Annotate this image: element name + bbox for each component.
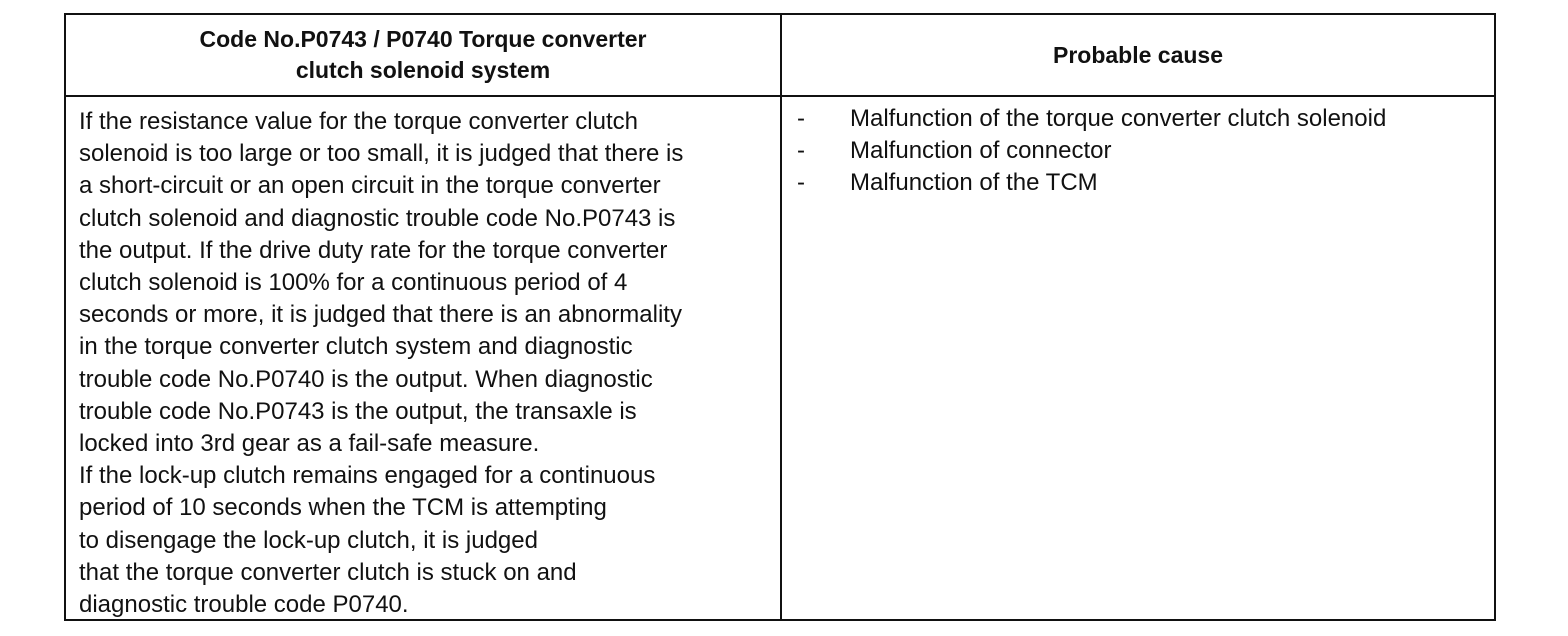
cause-text: Malfunction of the torque converter clutch solenoid bbox=[850, 105, 1387, 132]
header-code-title-line-1: Code No.P0743 / P0740 Torque converter bbox=[199, 26, 647, 52]
header-probable-cause-label: Probable cause bbox=[1052, 41, 1224, 68]
description-line: trouble code No.P0740 is the output. When diagnostic bbox=[79, 365, 653, 393]
cause-bullet: - bbox=[797, 169, 805, 197]
description-line: the output. If the drive duty rate for the torque converter bbox=[79, 236, 668, 264]
description-line: that the torque converter clutch is stuck on and bbox=[79, 558, 577, 586]
header-code-title-line-2: clutch solenoid system bbox=[295, 57, 551, 83]
description-line: seconds or more, it is judged that there is an abnormality bbox=[79, 301, 682, 329]
column-divider bbox=[780, 15, 782, 619]
probable-cause-cell bbox=[796, 103, 1486, 200]
cause-item bbox=[796, 103, 1486, 135]
diagnostic-table bbox=[64, 13, 1496, 621]
description-line: to disengage the lock-up clutch, it is judged bbox=[79, 526, 538, 554]
description-line: trouble code No.P0743 is the output, the transaxle is bbox=[79, 397, 637, 425]
description-line: locked into 3rd gear as a fail-safe measure. bbox=[79, 430, 540, 458]
description-line: If the lock-up clutch remains engaged for a continuous bbox=[79, 462, 656, 490]
description-line: a short-circuit or an open circuit in the torque converter bbox=[79, 172, 661, 200]
description-cell bbox=[79, 106, 769, 621]
description-line: clutch solenoid is 100% for a continuous period of 4 bbox=[79, 269, 628, 297]
description-line: clutch solenoid and diagnostic trouble code No.P0743 is bbox=[79, 204, 676, 232]
header-code-cell bbox=[66, 15, 780, 95]
description-line: diagnostic trouble code P0740. bbox=[79, 591, 409, 619]
description-line: solenoid is too large or too small, it is judged that there is bbox=[79, 140, 684, 168]
cause-text: Malfunction of connector bbox=[850, 137, 1112, 165]
header-divider bbox=[66, 95, 1494, 97]
cause-bullet: - bbox=[797, 137, 805, 165]
cause-bullet: - bbox=[797, 105, 805, 132]
description-line: period of 10 seconds when the TCM is attempting bbox=[79, 494, 607, 522]
cause-item bbox=[796, 167, 1486, 199]
header-probable-cause-cell bbox=[782, 15, 1494, 95]
cause-text: Malfunction of the TCM bbox=[850, 169, 1098, 197]
description-line: in the torque converter clutch system and diagnostic bbox=[79, 333, 633, 361]
description-line: If the resistance value for the torque converter clutch bbox=[79, 108, 638, 135]
cause-item bbox=[796, 135, 1486, 167]
